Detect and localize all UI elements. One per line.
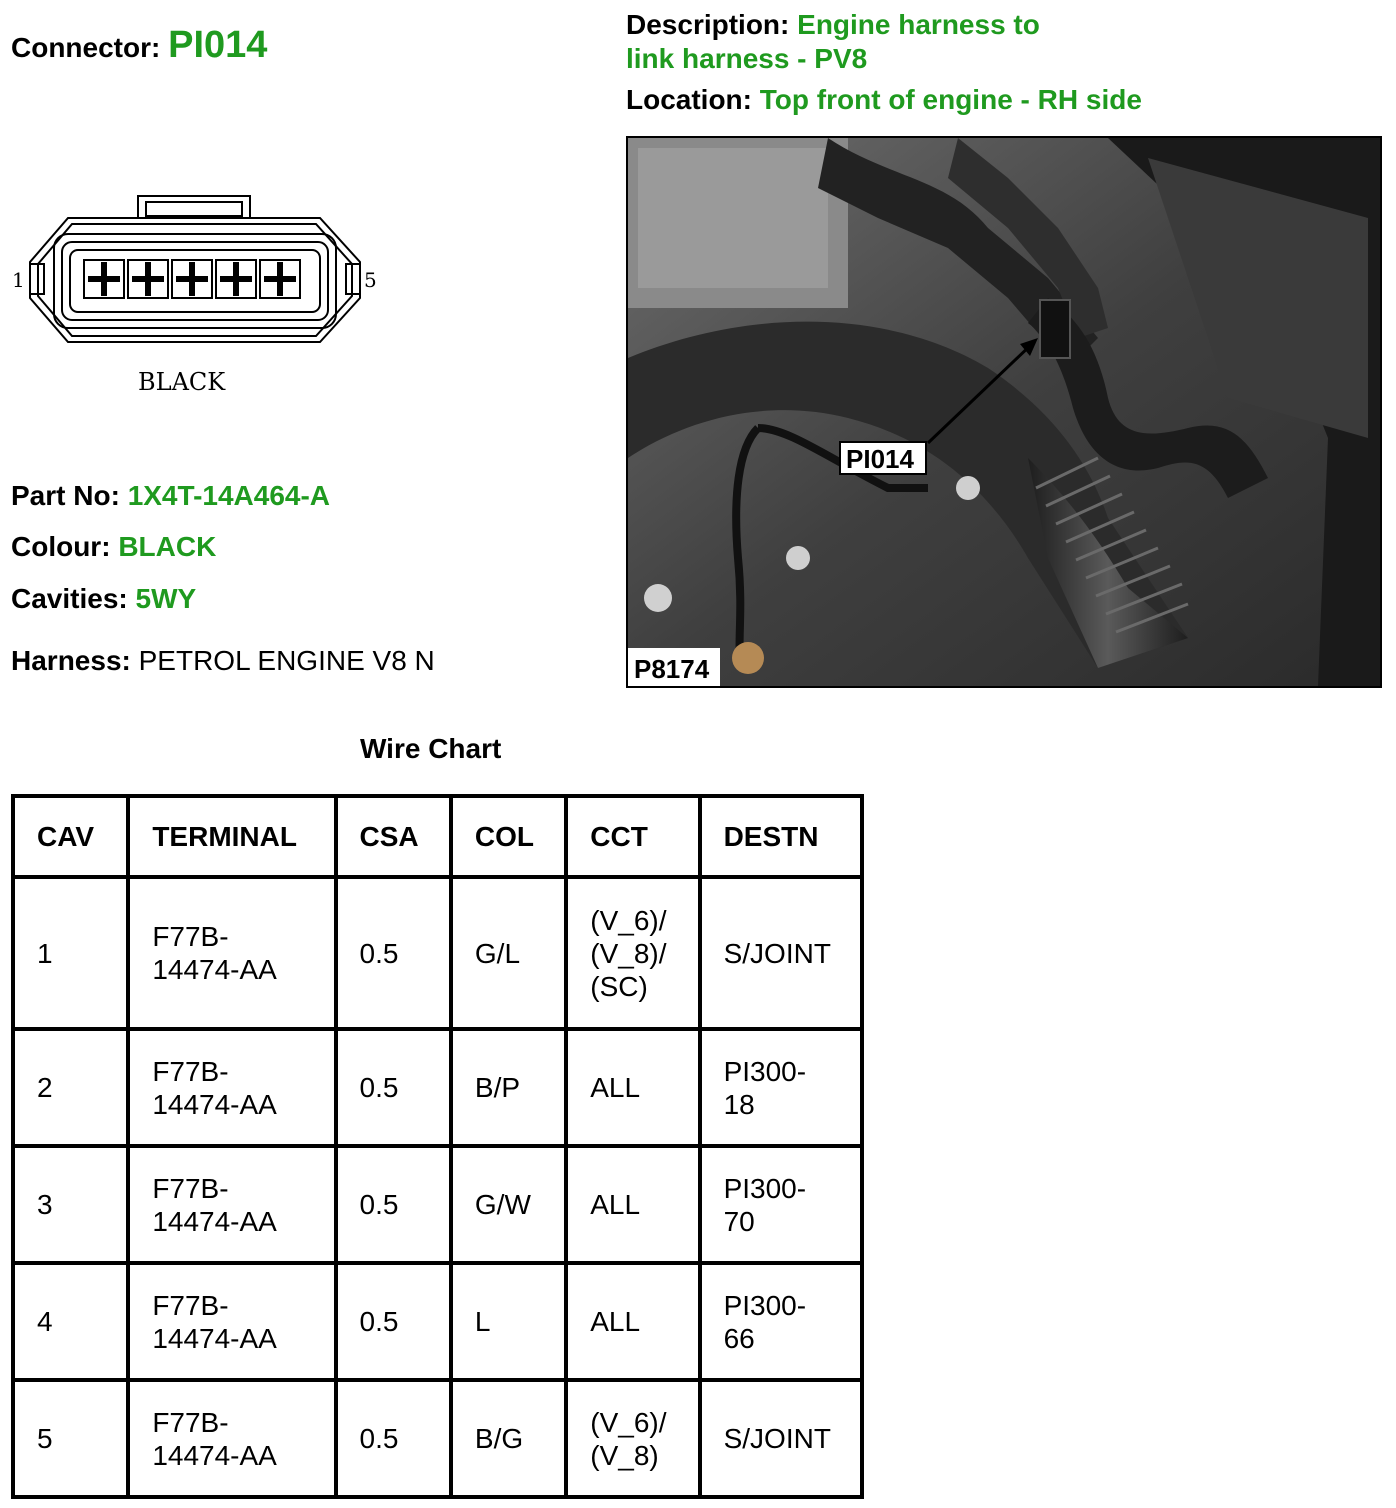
cell-destn: PI300- 66 (700, 1263, 862, 1380)
cell-csa: 0.5 (336, 1263, 451, 1380)
photo-connector (1040, 300, 1070, 358)
pin-2 (128, 260, 168, 298)
description-line2: link harness - PV8 (626, 43, 868, 74)
description-label: Description: (626, 9, 790, 40)
table-row (13, 1029, 862, 1146)
pin-3 (172, 260, 212, 298)
part-label: Part No: (11, 480, 120, 511)
location-label: Location: (626, 84, 752, 115)
harness (11, 645, 435, 677)
cell-col: L (451, 1263, 566, 1380)
part-value: 1X4T-14A464-A (127, 480, 331, 511)
cell-cct: ALL (566, 1029, 699, 1146)
cell-csa: 0.5 (336, 1146, 451, 1263)
cell-cav: 1 (13, 877, 128, 1029)
cavities-value: 5WY (135, 583, 197, 614)
pin-label-left: 1 (12, 268, 25, 292)
cell-cct: (V_6)/ (V_8)/ (SC) (566, 877, 699, 1029)
connector-label: Connector: (11, 32, 161, 63)
colour-value: BLACK (118, 531, 217, 562)
description (626, 8, 1040, 76)
cell-csa: 0.5 (336, 1029, 451, 1146)
harness-value: PETROL ENGINE V8 N (138, 645, 435, 676)
cell-col: G/L (451, 877, 566, 1029)
column-header-cct: CCT (566, 796, 699, 877)
wire-chart-table (11, 794, 864, 1499)
part-number (11, 480, 330, 512)
cavities (11, 583, 196, 615)
table-row (13, 1380, 862, 1497)
cell-csa: 0.5 (336, 877, 451, 1029)
pin-5 (260, 260, 300, 298)
table-row (13, 1263, 862, 1380)
cell-cct: (V_6)/ (V_8) (566, 1380, 699, 1497)
cell-terminal: F77B- 14474-AA (128, 1263, 335, 1380)
description-line1: Engine harness to (797, 9, 1040, 40)
cell-col: B/G (451, 1380, 566, 1497)
column-header-cav: CAV (13, 796, 128, 877)
table-header-row (13, 796, 862, 877)
cell-destn: S/JOINT (700, 877, 862, 1029)
connector-heading (11, 24, 267, 67)
location-value: Top front of engine - RH side (759, 84, 1142, 115)
diagram-colour-caption: BLACK (138, 368, 226, 396)
cell-terminal: F77B- 14474-AA (128, 1380, 335, 1497)
harness-label: Harness: (11, 645, 131, 676)
cell-csa: 0.5 (336, 1380, 451, 1497)
pin-1 (84, 260, 124, 298)
wire-chart-title: Wire Chart (360, 733, 502, 764)
latch-outline (138, 196, 250, 218)
cell-cct: ALL (566, 1146, 699, 1263)
engine-location-photo (626, 136, 1382, 688)
cell-cav: 4 (13, 1263, 128, 1380)
cell-cct: ALL (566, 1263, 699, 1380)
connector-face-diagram (10, 190, 380, 410)
photo-reference: P8174 (634, 654, 710, 684)
colour-label: Colour: (11, 531, 111, 562)
column-header-col: COL (451, 796, 566, 877)
column-header-csa: CSA (336, 796, 451, 877)
cell-destn: PI300- 70 (700, 1146, 862, 1263)
column-header-terminal: TERMINAL (128, 796, 335, 877)
pin-4 (216, 260, 256, 298)
cell-cav: 5 (13, 1380, 128, 1497)
cell-cav: 2 (13, 1029, 128, 1146)
cell-col: B/P (451, 1029, 566, 1146)
pin-label-right: 5 (364, 268, 377, 292)
cell-destn: S/JOINT (700, 1380, 862, 1497)
table-row (13, 877, 862, 1029)
photo-callout-label: PI014 (846, 444, 914, 474)
cell-destn: PI300- 18 (700, 1029, 862, 1146)
column-header-destn: DESTN (700, 796, 862, 877)
cell-cav: 3 (13, 1146, 128, 1263)
cavities-label: Cavities: (11, 583, 128, 614)
cell-terminal: F77B- 14474-AA (128, 1029, 335, 1146)
colour (11, 531, 216, 563)
connector-id: PI014 (168, 24, 268, 66)
table-row (13, 1146, 862, 1263)
cell-terminal: F77B- 14474-AA (128, 877, 335, 1029)
cell-col: G/W (451, 1146, 566, 1263)
cell-terminal: F77B- 14474-AA (128, 1146, 335, 1263)
location (626, 84, 1142, 116)
